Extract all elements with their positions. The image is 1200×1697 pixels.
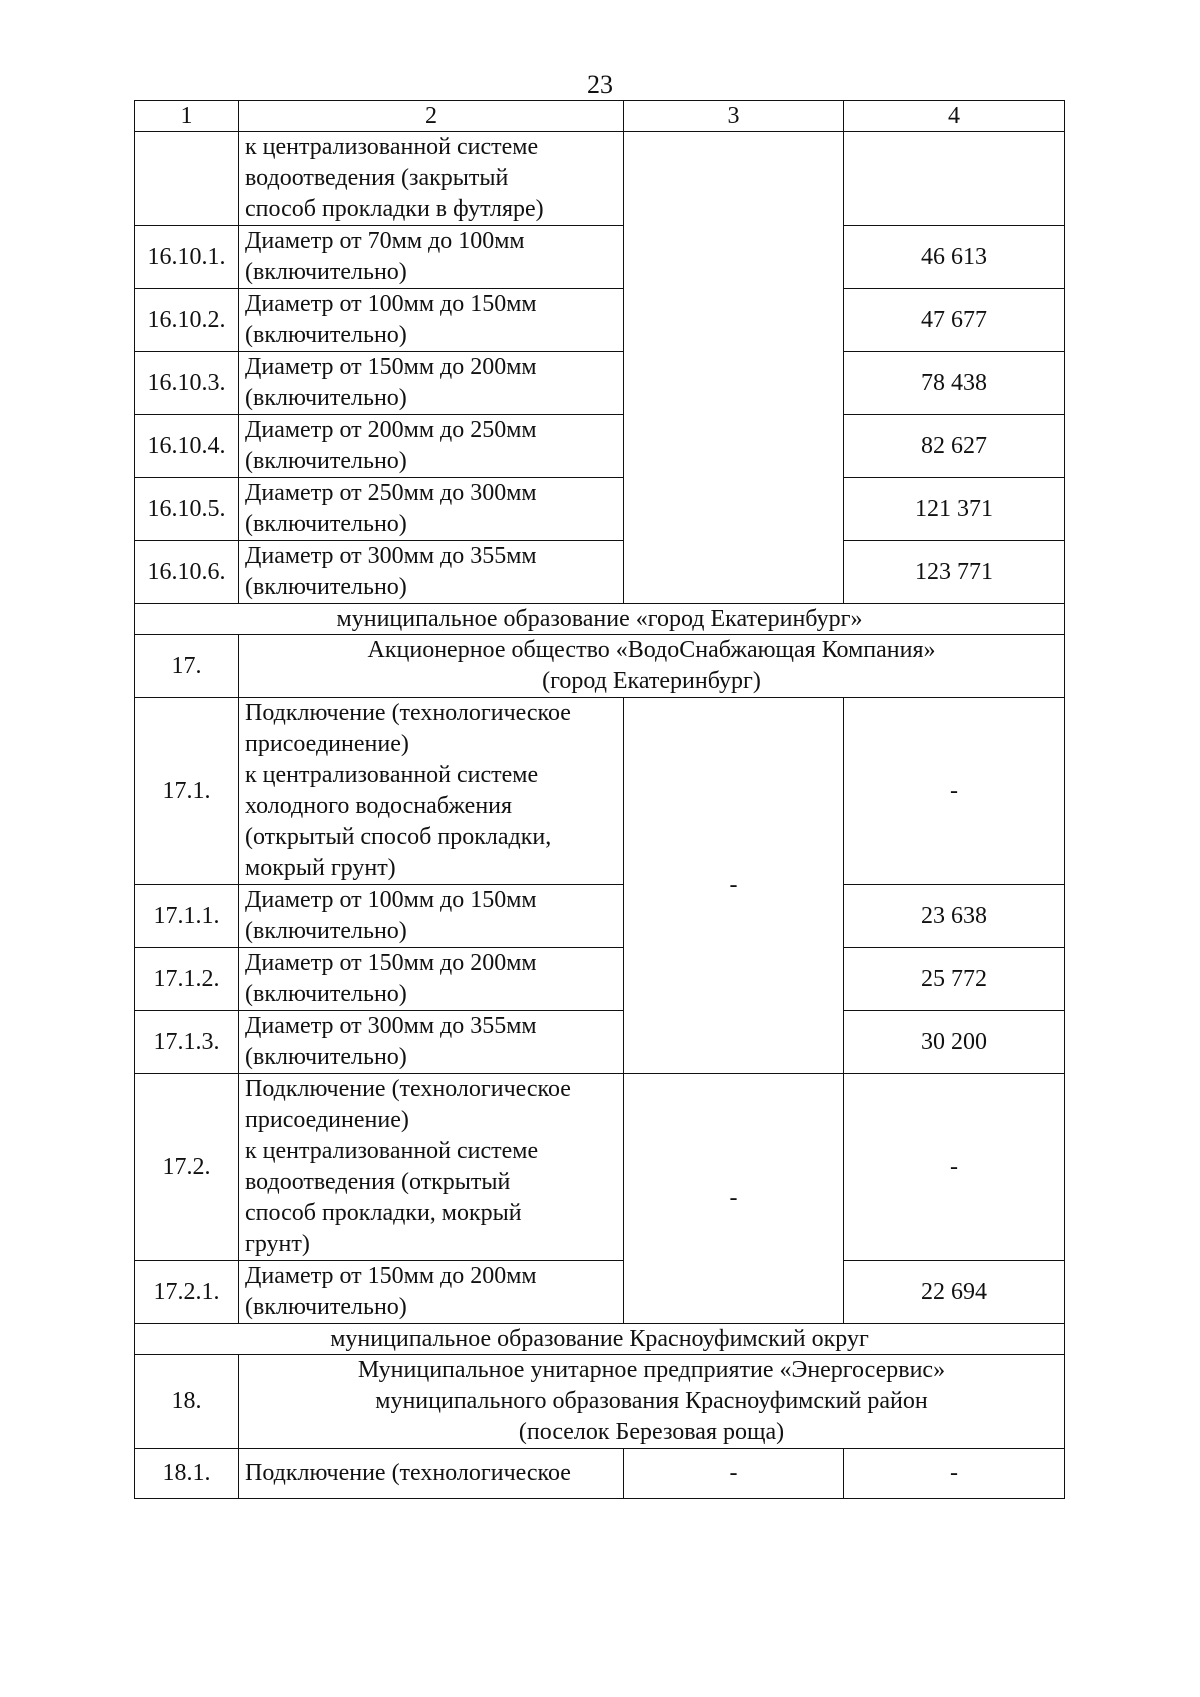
organization-row [135, 635, 1065, 698]
row-description: Диаметр от 250мм до 300мм (включительно) [239, 478, 624, 541]
org-name: Акционерное общество «ВодоСнабжающая Компания» (город Екатеринбург) [239, 635, 1065, 698]
row-number: 16.10.6. [135, 541, 239, 604]
row-description: Подключение (технологическое присоединение) к централизованной системе водоотведения (открытый способ прокладки, мокрый грунт) [239, 1074, 624, 1261]
organization-row [135, 1355, 1065, 1449]
table-row [135, 1074, 1065, 1261]
row-description: Диаметр от 300мм до 355мм (включительно) [239, 541, 624, 604]
row-value: 82 627 [844, 415, 1065, 478]
org-number: 18. [135, 1355, 239, 1449]
table-row [135, 226, 1065, 289]
header-col-3: 3 [624, 101, 844, 132]
row-description: Диаметр от 150мм до 200мм (включительно) [239, 948, 624, 1011]
merged-col3-cell: - [624, 1074, 844, 1324]
header-col-2: 2 [239, 101, 624, 132]
municipality-row [135, 1324, 1065, 1355]
row-description: Диаметр от 200мм до 250мм (включительно) [239, 415, 624, 478]
municipality-heading: муниципальное образование Красноуфимский округ [135, 1324, 1065, 1355]
row-value: - [844, 1074, 1065, 1261]
row-value: 25 772 [844, 948, 1065, 1011]
row-description: Диаметр от 100мм до 150мм (включительно) [239, 289, 624, 352]
merged-col3-cell [624, 132, 844, 604]
row-description: Подключение (технологическое [239, 1449, 624, 1499]
row-number: 17.1.3. [135, 1011, 239, 1074]
header-row [135, 101, 1065, 132]
row-number: 16.10.3. [135, 352, 239, 415]
tariff-table [134, 100, 1065, 1499]
table-row [135, 948, 1065, 1011]
table-row [135, 415, 1065, 478]
row-value: - [844, 698, 1065, 885]
row-number: 18.1. [135, 1449, 239, 1499]
row-number: 17.2.1. [135, 1261, 239, 1324]
row-description: Диаметр от 150мм до 200мм (включительно) [239, 352, 624, 415]
row-description: Диаметр от 70мм до 100мм (включительно) [239, 226, 624, 289]
table-row [135, 541, 1065, 604]
row-number: 16.10.4. [135, 415, 239, 478]
table-row [135, 1011, 1065, 1074]
row-value: 121 371 [844, 478, 1065, 541]
table-row [135, 478, 1065, 541]
row-number: 17.2. [135, 1074, 239, 1261]
row-value: - [844, 1449, 1065, 1499]
municipality-row [135, 604, 1065, 635]
row-number: 16.10.1. [135, 226, 239, 289]
row-value: 30 200 [844, 1011, 1065, 1074]
row-description: Диаметр от 300мм до 355мм (включительно) [239, 1011, 624, 1074]
row-description: Диаметр от 150мм до 200мм (включительно) [239, 1261, 624, 1324]
row-value [844, 132, 1065, 226]
header-col-1: 1 [135, 101, 239, 132]
table-row [135, 698, 1065, 885]
org-name: Муниципальное унитарное предприятие «Энергосервис» муниципального образования Красноуфимский район (поселок Березовая роща) [239, 1355, 1065, 1449]
table-row [135, 1261, 1065, 1324]
row-number [135, 132, 239, 226]
row-value: 123 771 [844, 541, 1065, 604]
row-number: 17.1. [135, 698, 239, 885]
merged-col3-cell: - [624, 698, 844, 1074]
table-row [135, 352, 1065, 415]
row-col3: - [624, 1449, 844, 1499]
row-number: 16.10.5. [135, 478, 239, 541]
row-value: 46 613 [844, 226, 1065, 289]
row-number: 16.10.2. [135, 289, 239, 352]
row-number: 17.1.2. [135, 948, 239, 1011]
row-value: 78 438 [844, 352, 1065, 415]
municipality-heading: муниципальное образование «город Екатеринбург» [135, 604, 1065, 635]
page-number: 23 [587, 70, 613, 99]
org-number: 17. [135, 635, 239, 698]
row-value: 22 694 [844, 1261, 1065, 1324]
row-value: 47 677 [844, 289, 1065, 352]
row-description: Диаметр от 100мм до 150мм (включительно) [239, 885, 624, 948]
table-row [135, 885, 1065, 948]
row-number: 17.1.1. [135, 885, 239, 948]
row-description: Подключение (технологическое присоединение) к централизованной системе холодного водоснабжения (открытый способ прокладки, мокрый грунт) [239, 698, 624, 885]
table-row [135, 1449, 1065, 1499]
table-row [135, 132, 1065, 226]
row-description: к централизованной системе водоотведения (закрытый способ прокладки в футляре) [239, 132, 624, 226]
header-col-4: 4 [844, 101, 1065, 132]
table-row [135, 289, 1065, 352]
row-value: 23 638 [844, 885, 1065, 948]
